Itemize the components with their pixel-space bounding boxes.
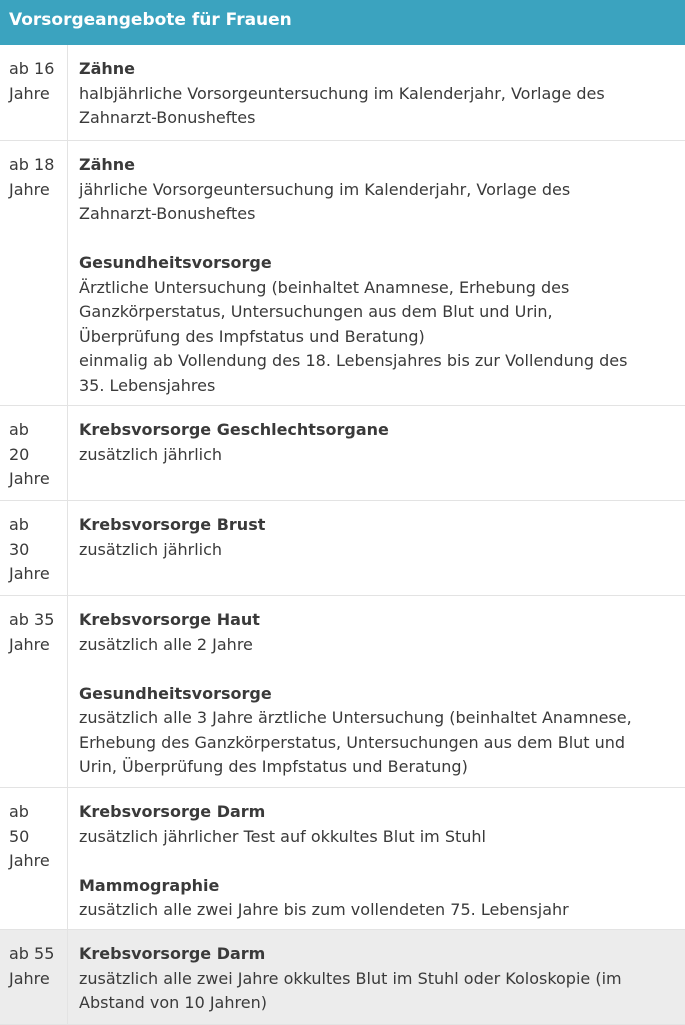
screening-entry [79,800,679,849]
entry-title: Zähne [79,59,136,78]
content-cell [68,406,685,500]
entry-text: Abstand von 10 Jahren) [79,993,267,1012]
age-label: Jahre [9,968,50,988]
age-label: ab 16 [9,59,55,78]
entry-text: Zahnarzt-Bonusheftes [79,108,256,127]
entry-text: zusätzlich alle zwei Jahre bis zum vollendeten 75. Lebensjahr [79,900,569,919]
screening-entry [79,57,679,131]
age-label: ab [9,420,29,439]
age-cell [0,930,68,1024]
entry-title: Krebsvorsorge Haut [79,610,260,629]
screening-entry [79,682,679,780]
age-label: Jahre [9,851,50,870]
table-row [0,596,685,788]
age-label: Jahre [9,83,50,103]
screening-entry [79,418,679,467]
entry-text: Ganzkörperstatus, Untersuchungen aus dem Blut und Urin, [79,302,553,321]
screening-entry [79,513,679,562]
screening-entry [79,153,679,227]
entry-text: zusätzlich alle 3 Jahre ärztliche Untersuchung (beinhaltet Anamnese, [79,708,632,727]
age-cell [0,501,68,595]
entry-title: Krebsvorsorge Geschlechtsorgane [79,420,389,439]
entry-text: 35. Lebensjahres [79,375,216,395]
age-label: ab 55 [9,944,55,963]
content-cell [68,788,685,929]
content-cell [68,596,685,787]
age-cell [0,141,68,405]
age-label: Jahre [9,564,50,583]
content-cell [68,45,685,140]
table-header [0,0,685,45]
screening-entry [79,608,679,657]
age-label: ab [9,802,29,821]
age-cell [0,788,68,929]
age-label: ab 18 [9,155,55,174]
table-row [0,45,685,141]
content-cell [68,501,685,595]
entry-text: zusätzlich jährlicher Test auf okkultes Blut im Stuhl [79,826,486,846]
content-cell [68,930,685,1024]
entry-text: zusätzlich alle 2 Jahre [79,634,253,654]
entry-title: Gesundheitsvorsorge [79,683,272,703]
entry-title: Krebsvorsorge Darm [79,944,266,963]
age-label: Jahre [9,469,50,488]
table-body [0,45,685,1025]
entry-title: Krebsvorsorge Brust [79,515,266,534]
entry-text: jährliche Vorsorgeuntersuchung im Kalenderjahr, Vorlage des [79,179,571,199]
entry-text: Ärztliche Untersuchung (beinhaltet Anamnese, Erhebung des [79,277,570,297]
entry-text: zusätzlich jährlich [79,539,223,559]
age-cell [0,406,68,500]
table-row [0,930,685,1025]
table-row [0,141,685,406]
entry-text: Urin, Überprüfung des Impfstatus und Beratung) [79,757,468,776]
table-title: Vorsorgeangebote für Frauen [9,10,292,30]
entry-text: einmalig ab Vollendung des 18. Lebensjahres bis zur Vollendung des [79,351,628,370]
age-cell [0,596,68,787]
screening-entry [79,942,679,1016]
age-cell [0,45,68,140]
table-row [0,788,685,930]
entry-text: Zahnarzt-Bonusheftes [79,204,256,223]
age-label: ab [9,515,29,534]
entry-text: Erhebung des Ganzkörperstatus, Untersuchungen aus dem Blut und [79,732,626,752]
table-row [0,406,685,501]
age-label: Jahre [9,634,50,654]
age-label: 30 [9,539,30,559]
entry-title: Zähne [79,155,136,174]
entry-text: Überprüfung des Impfstatus und Beratung) [79,326,425,346]
age-label: 50 [9,826,30,846]
age-label: Jahre [9,179,50,199]
age-label: 20 [9,444,30,464]
age-label: ab 35 [9,610,55,629]
entry-text: zusätzlich alle zwei Jahre okkultes Blut im Stuhl oder Koloskopie (im [79,968,622,988]
table-row [0,501,685,596]
entry-title: Gesundheitsvorsorge [79,253,272,272]
entry-text: halbjährliche Vorsorgeuntersuchung im Kalenderjahr, Vorlage des [79,83,605,103]
entry-title: Mammographie [79,875,220,895]
screening-entry [79,251,679,398]
entry-text: zusätzlich jährlich [79,444,223,464]
content-cell [68,141,685,405]
screening-entry [79,874,679,923]
entry-title: Krebsvorsorge Darm [79,802,266,821]
